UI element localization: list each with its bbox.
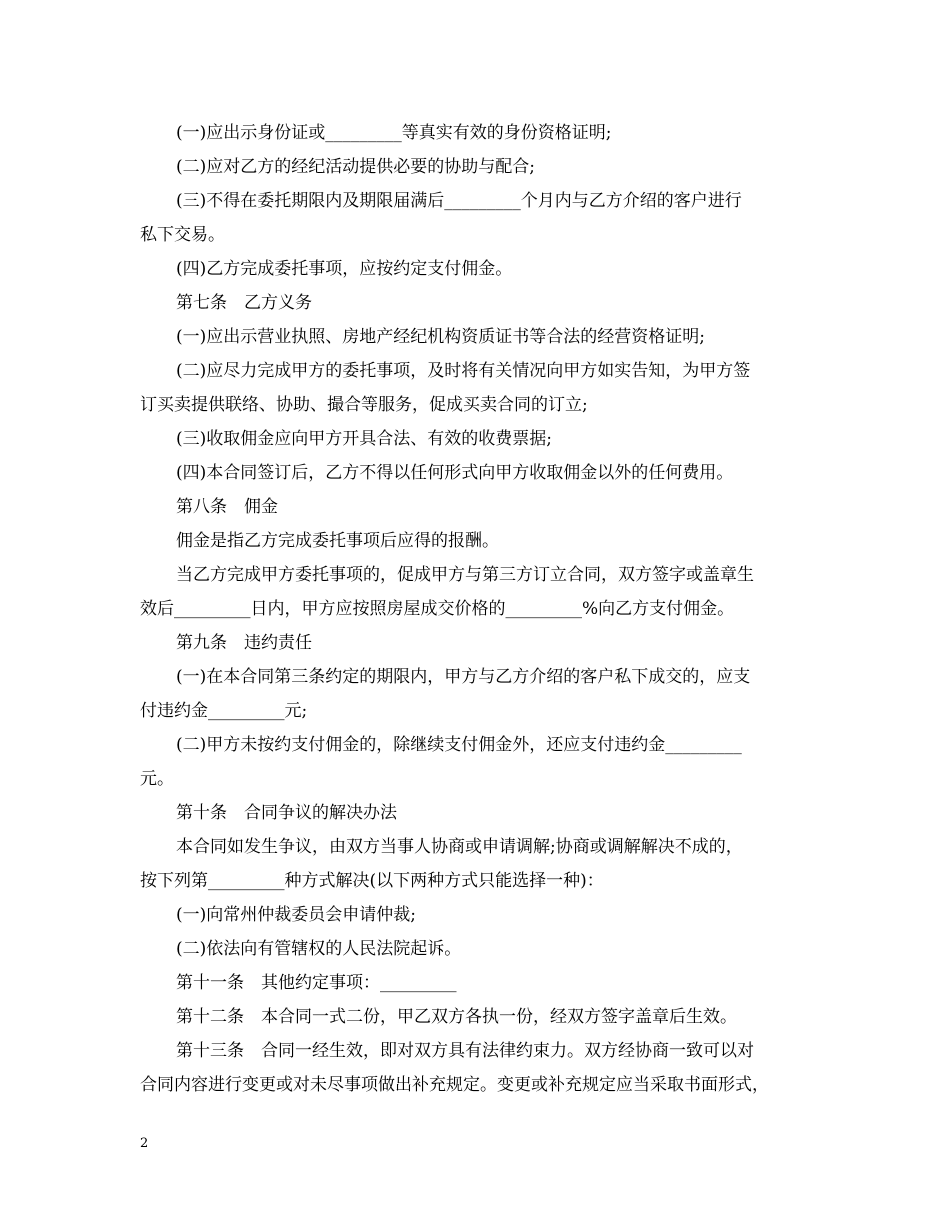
text-line: (一)应出示营业执照、房地产经纪机构资质证书等合法的经营资格证明; [176, 327, 705, 347]
text-line: 佣金是指乙方完成委托事项后应得的报酬。 [176, 531, 499, 551]
text-line: (二)应尽力完成甲方的委托事项，及时将有关情况向甲方如实告知，为甲方签 [176, 361, 751, 381]
text-line: 第七条 乙方义务 [176, 293, 312, 313]
text-line: 合同内容进行变更或对未尽事项做出补充规定。变更或补充规定应当采取书面形式， [140, 1075, 769, 1095]
text-line: (三)收取佣金应向甲方开具合法、有效的收费票据; [176, 429, 552, 449]
text-line: 付违约金_________元; [140, 701, 308, 721]
document-body [140, 116, 820, 1102]
text-line: 私下交易。 [140, 225, 225, 245]
text-line: (二)应对乙方的经纪活动提供必要的协助与配合; [176, 157, 535, 177]
text-line: 第十三条 合同一经生效，即对双方具有法律约束力。双方经协商一致可以对 [176, 1041, 754, 1061]
text-line: (二)依法向有管辖权的人民法院起诉。 [176, 939, 462, 959]
text-line: (二)甲方未按约支付佣金的，除继续支付佣金外，还应支付违约金_________ [176, 735, 742, 755]
text-line: 第十条 合同争议的解决办法 [176, 803, 397, 823]
page-number: 2 [140, 1136, 149, 1151]
text-line: 当乙方完成甲方委托事项的，促成甲方与第三方订立合同，双方签字或盖章生 [176, 565, 754, 585]
text-line: (一)应出示身份证或_________等真实有效的身份资格证明; [176, 123, 612, 143]
text-line: 本合同如发生争议，由双方当事人协商或申请调解;协商或调解解决不成的， [176, 837, 743, 857]
text-line: 元。 [140, 769, 174, 789]
text-line: 第九条 违约责任 [176, 633, 312, 653]
text-line: (四)本合同签订后，乙方不得以任何形式向甲方收取佣金以外的任何费用。 [176, 463, 734, 483]
text-line: 效后_________日内，甲方应按照房屋成交价格的_________%向乙方支付佣金。 [140, 599, 735, 619]
text-line: 按下列第_________种方式解决(以下两种方式只能选择一种)： [140, 871, 604, 891]
text-line: 订买卖提供联络、协助、撮合等服务，促成买卖合同的订立; [140, 395, 588, 415]
text-line: 第十一条 其他约定事项：_________ [176, 973, 457, 993]
text-line: (一)向常州仲裁委员会申请仲裁; [176, 905, 416, 925]
text-line: 第十二条 本合同一式二份，甲乙双方各执一份，经双方签字盖章后生效。 [176, 1007, 737, 1027]
text-line: 第八条 佣金 [176, 497, 278, 517]
text-line: (一)在本合同第三条约定的期限内，甲方与乙方介绍的客户私下成交的，应支 [176, 667, 751, 687]
text-line: (三)不得在委托期限内及期限届满后_________个月内与乙方介绍的客户进行 [176, 191, 742, 211]
text-line: (四)乙方完成委托事项，应按约定支付佣金。 [176, 259, 513, 279]
